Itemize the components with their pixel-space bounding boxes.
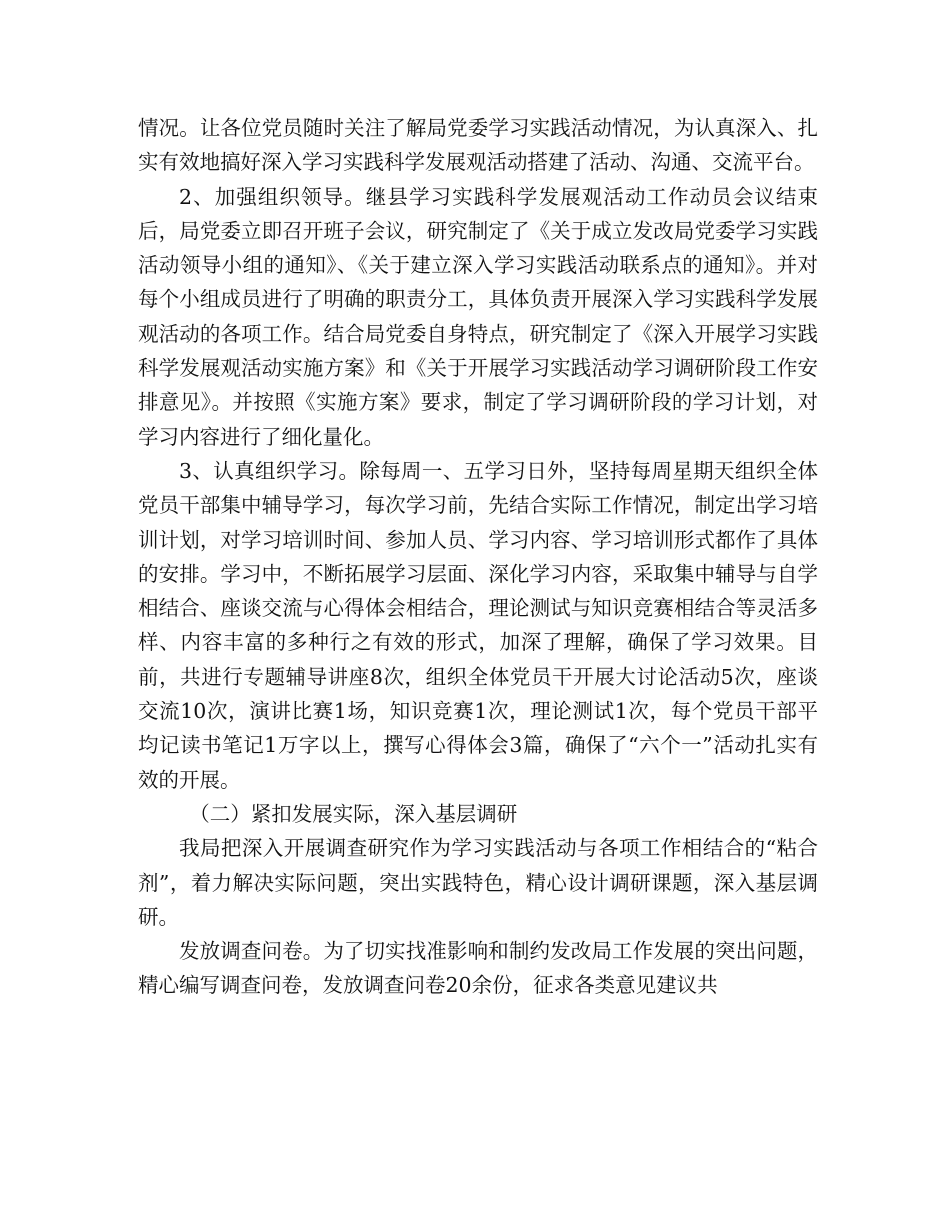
paragraph-organize-study: 3、认真组织学习。除每周一、五学习日外，坚持每周星期天组织全体党员干部集中辅导学习，每次学习前，先结合实际工作情况，制定出学习培训计划，对学习培训时间、参加人员、学习内容、学习培训形式都作了具体的安排。学习中，不断拓展学习层面、深化学习内容，采取集中辅导与自学相结合、座谈交流与心得体会相结合，理论测试与知识竞赛相结合等灵活多样、内容丰富的多种行之有效的形式，加深了理解，确保了学习效果。目前，共进行专题辅导讲座8次，组织全体党员干开展大讨论活动5次，座谈交流10次，演讲比赛1场，知识竞赛1次，理论测试1次，每个党员干部平均记读书笔记1万字以上，撰写心得体会3篇，确保了“六个一”活动扎实有效的开展。 xyxy=(138,458,818,792)
paragraph-continuation: 情况。让各位党员随时关注了解局党委学习实践活动情况，为认真深入、扎实有效地搞好深入学习实践科学发展观活动搭建了活动、沟通、交流平台。 xyxy=(138,116,818,175)
paragraph-questionnaire: 发放调查问卷。为了切实找准影响和制约发改局工作发展的突出问题，精心编写调查问卷，发放调查问卷20余份，征求各类意见建议共 xyxy=(138,939,818,998)
paragraph-organization-leadership: 2、加强组织领导。继县学习实践科学发展观活动工作动员会议结束后，局党委立即召开班子会议，研究制定了《关于成立发改局党委学习实践活动领导小组的通知》、《关于建立深入学习实践活动联系点的通知》。并对每个小组成员进行了明确的职责分工，具体负责开展深入学习实践科学发展观活动的各项工作。结合局党委自身特点，研究制定了《深入开展学习实践科学发展观活动实施方案》和《关于开展学习实践活动学习调研阶段工作安排意见》。并按照《实施方案》要求，制定了学习调研阶段的学习计划，对学习内容进行了细化量化。 xyxy=(138,184,818,449)
paragraph-research-intro: 我局把深入开展调查研究作为学习实践活动与各项工作相结合的“粘合剂”，着力解决实际问题，突出实践特色，精心设计调研课题，深入基层调研。 xyxy=(138,836,818,929)
document-page xyxy=(138,111,818,1003)
section-heading: （二）紧扣发展实际，深入基层调研 xyxy=(189,801,518,826)
